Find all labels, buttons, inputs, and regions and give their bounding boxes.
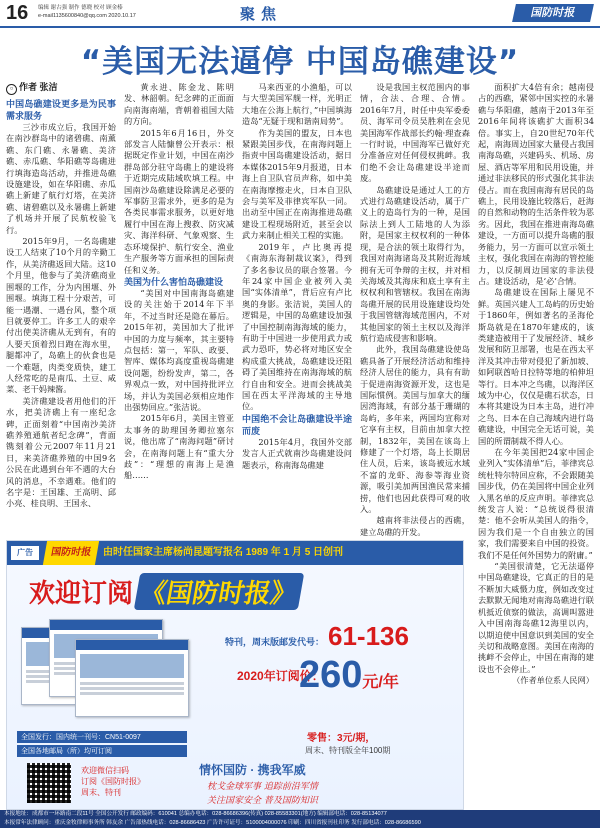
paragraph: 2019年，卢比奥再提《南海东海制裁议案》，得到了多名参议员的联合签署。今年24家中国企业被列入美国“实体清单”，背后应有卢比奥的身影。张洁说，美国人的逻辑是，中国的岛礁建设加强了中国控制南海海域的能力，有助于中国进一步使用武力或武力恐吓，势必将对地区安全构成重大挑战，岛礁建设还阻碍了美国维持在南海海域的航行自由和安全。进而会挑战美国在西太平洋海域的主导地位。	[242, 241, 352, 412]
ad-price: 2020年订阅价： 260元/年	[237, 654, 399, 696]
paragraph: 在今年美国把24家中国企业列入“实体清单”后，菲律宾总统杜特尔特回应称，不会跟随美国步伐，仍在美国将中国企业列入黑名单的反应声明。菲律宾总统发言人说：“总统说得很清楚：他不会听从美国人的指令，因为我们是一个自由独立的国家，我们需要来自中国的投资。我们不是任何外国势力的附庸。”	[478, 447, 594, 560]
paragraph: 设是我国主权范围内的事情，合法、合理、合情。2016年7月，时任中央军委委员、海军司令员吴胜利在会见美国海军作战部长约翰·理查森一行时说，中国海军已做好充分准备应对任何侵权挑衅。我们绝不会让岛礁建设半途而废。	[360, 82, 470, 184]
editor-meta	[38, 4, 136, 20]
subhead-3: 中国绝不会让岛礁建设半途而废	[242, 413, 352, 436]
page-header	[0, 0, 600, 28]
column-3	[242, 82, 352, 537]
paragraph: 面积扩大4倍有余；越南侵占的西礁，紧邻中国实控的永暑礁与华阳礁，越南于2013年至2016年间将该礁扩大面积34倍。事实上，自20世纪70年代起，南海周边国家大量侵占我国南海岛礁，兴建码头、机场、房屋、酒店等军用和民用设施，并通过非法移民的形式强化其非法侵占。而在我国南海有居民的岛礁上，民用设施比较落后，赶海的自然和动物的生活条件较为恶劣。因此，我国在推进南海岛礁建设，一方面可以提升岛礁的服务能力，另一方面可以宣示领土主权，强化我国在南海的管控能力，以反制周边国家的非法侵占。建设活动，是‘必’合情。	[478, 82, 594, 286]
ad-founding-line: 由时任国家主席杨尚昆题写报名 1989 年 1 月 5 日创刊	[103, 547, 344, 558]
email-date-line: e-mail1135600840@qq.com 2020.10.17	[38, 13, 136, 19]
paragraph: 2015年4月，我国外交部发言人正式就南沙岛礁建设问题表示，称南海岛礁建	[242, 436, 352, 470]
paragraph: 岛礁建设在国际上屡见不鲜。英国兴建人工岛屿的历史始于1860年，例如著名的圣海伦斯岛就是在1870年建成的，该类建造被用于了发展经济、城乡发展和防卫部署，也是在西太平洋及其冲击带对侵犯了新加坡、如阿联酋哈日拉特等地的柏伸坦等行。日本冲之鸟礁，以海洋区域为中心，仅仅是礁石状态，日本将其建设为日本主岛，进行冲之鸟、日本在自己海域内进行岛礁建设，中国完全无话可说，美国的所谓制裁不得人心。	[478, 287, 594, 446]
paragraph: 2015年6月16日，外交部发言人陆慷曾公开表示：根据既定作业计划，中国在南沙群岛部分驻守岛礁上的建设将于近期完成陆域吹填工程。中国南沙岛礁建设除满足必要的军事防卫需求外，更多的是为各类民事需求服务，以更好地履行中国在海上搜救、防灾减灾、海洋科研、气象观察、生态环境保护、航行安全、渔业生产服务等方面承担的国际责任和义务。	[124, 127, 234, 275]
newspaper-logo: 国防时报	[512, 4, 594, 22]
author-note: （作者单位系人民网）	[512, 675, 594, 686]
section-title: 聚焦	[240, 6, 283, 23]
ad-qr-text: 欢迎微信扫码 订阅《国防时报》 周末、特刊	[81, 766, 145, 797]
paragraph: “美国很清楚，它无法逼停中国岛礁建设，它真正的目的是不断加大威慑力度，例如改变过去默默无闻地对南海岛礁进行联机抵近侦察的做法，高调叫嚣进入中国南海岛礁12海里以内，以期迫使中国意识到美国的安全关切和战略意图。美国在南海的挑衅不会停止，中国在南海的建设也不会停止。”	[478, 561, 594, 674]
ad-office-line: 全国各地邮局（所）均可订阅	[17, 745, 187, 757]
subscription-ad	[6, 540, 464, 810]
ad-logo: 国防时报	[43, 541, 99, 565]
ad-slogan: 情怀国防 · 携我军威	[199, 763, 306, 777]
paragraph: 三沙市成立后，我国开始在南沙群岛中的诸碧礁、南薰礁、东门礁、永暑礁、美济礁、赤瓜礁、华阳礁等岛礁进行填海造岛活动，并推进岛礁设施建设，如在华阳礁、赤瓜礁上新建了航行灯塔，在美济礁、诸碧礁以及永暑礁上新建了机场并开展了民航校验飞行。	[6, 122, 116, 235]
paragraph: 此外，我国岛礁建设使岛礁具备了开展经济活动和维持经济人居住的能力，具有有助于促进南海资源开发，这也是国际惯例。美国与加拿大的缅因湾海域，有部分基于珊瑚的岛屿，多年来，两国均宣称对它享有主权，目前由加拿大控制，1832年，美国在该岛上修建了一个灯塔，岛上长期居住人员，后来，该岛被远水域不富的龙虾、海参等海业资源，吸引美加两国渔民常来捕捞，他们也因此获得可观的收入。	[360, 344, 470, 515]
ad-banner	[7, 541, 463, 565]
paragraph: 越南将非法侵占的西礁，建立岛礁的开发。	[360, 515, 470, 537]
subhead-2: 美国为什么害怕岛礁建设	[124, 276, 224, 287]
column-5	[478, 82, 594, 782]
ad-mark: 广告	[11, 546, 39, 560]
ad-retail-price: 零售：3元/期，	[307, 733, 376, 744]
paragraph: 作为美国的盟友，日本也紧跟美国步伐，在南海问题上指责中国岛礁建设活动，据日本媒体2015年9月报道，日本海上自卫队官员声称，如中美在南海摩擦走火，日本自卫队会与美军及菲律宾军队一同。出动至中国正在南海推进岛礁建设工程现场附近，甚至会以武力来制止相关工程的实施。	[242, 127, 352, 241]
header-rule	[0, 26, 600, 28]
paragraph: “美国对中国南海岛礁建设的关注始于2014年下半年，不过当时还是隐在幕后。2015年初，美国加大了批评中国的力度与频率，其主要特点包括：第一，军队、政要、智库、媒体均高度重视岛礁建设问题，纷纷发声，第二，各界观点一致，对中国持批评立场，并认为美国必须相应地作出强势回应。”张洁说。	[124, 287, 234, 412]
paragraph: 2015年9月，一名岛礁建设工人结束了10个月的辛勤工作，从美济礁返回大陆。这10个月里，他参与了美济礁商业围堰的工作，分为内围堰、外围堰。填海工程十分艰苦，可能一遇潮、一遇台风，整个项目就要停工。许多工人的艰辛付出使美济礁从无到有，有的人要天顶着烈日跑在海水里，腿都冲了，岛礁上的伙食也是一个难题，肉类变质快，建工人经常吃的是南瓜、土豆、咸菜、老干妈辣酱。	[6, 236, 116, 395]
ad-offices	[17, 731, 187, 759]
newspaper-stack-image	[21, 617, 191, 727]
paragraph: 马来西亚的小渔船，可以与大型美国军舰一样，光明正大地在公海上航行，”中国填海造岛“无疑于现和谐南局势”。	[242, 82, 352, 127]
subhead-1: 中国岛礁建设更多是为民事需求服务	[6, 99, 116, 121]
article-headline: “美国无法逼停 中国岛礁建设”	[80, 44, 520, 80]
paragraph: 2015年6月，美国主管亚太事务的助理国务卿拉塞尔说，他出席了“南海问题”研讨会，在南海问题上有“重大分歧”：“理想的南海上是渔船……	[124, 413, 234, 481]
column-2	[124, 82, 234, 537]
page-footer	[0, 810, 600, 828]
paragraph: 黄永进、陈金龙、陈明发、林韶朝。纪念碑的正面面向南海南端，背朝着祖国大陆的方向。	[124, 82, 234, 127]
footer-row-2: 本报常年法律顾问：重庆金牧律师事务所 韩友余 广告部热线电话：028-86686423 广告许可证号：5100004000076 印刷：四川省报刊社印务 发行部电话：028-86686590	[4, 820, 421, 826]
editor-line: 编辑 谢古强 制作 德晓 校对 顾金榛	[38, 5, 123, 11]
byline: ○ 作者 张洁	[6, 82, 116, 95]
ad-slogan: 枕戈金球军事 追踪前沿军情	[207, 782, 318, 792]
page-number: 16	[6, 2, 29, 24]
paragraph: 岛礁建设是通过人工的方式进行岛礁建设活动，属于广义上的造岛行为的一种，是国际法上到人工陆地的人为添附，是国家主权权利的一种体现，是合法的领土取得行为，我国对南海诸岛及其附近海域拥有无可争辩的主权，并对相关海域及其海床和底土享有主权权利和管辖权。我国在南海岛礁开展的民用设施建设均处于我国管辖海域范围内，不对其他国家的领土主权以及海洋航行造成侵害和影响。	[360, 184, 470, 343]
ad-title: 欢迎订阅 《国防时报》	[29, 573, 301, 610]
ad-office-line: 全国发行：国内统一刊号：CN51-0097	[17, 731, 187, 743]
newspaper-icon	[75, 639, 189, 717]
qr-code-icon[interactable]	[27, 763, 71, 803]
column-1	[6, 82, 116, 537]
ad-slogan: 关注国家安全 普及国防知识	[207, 796, 318, 806]
footer-row-1: 本报地址：成都市一环路南二段11号 全国公开发行 邮政编码：610041 总编办电话：028-86686396(传真) 028-85583301(地方) 编辑部电话：028-85134077	[4, 811, 387, 817]
author-icon: ○	[6, 84, 17, 95]
column-4	[360, 82, 470, 537]
ad-postal-code: 特刊，周末版邮发代号： 61-136	[225, 621, 409, 651]
ad-issue-count: 周末、特刊版全年100期	[305, 746, 391, 755]
paragraph: 美济礁建设者用他们的汗水，把美济礁上有一座纪念碑，正面刻着“中国南沙美济礁养殖通航者纪念碑”，背面镌刻着公元2007年11月21日，来美济礁养殖的中国9名公民在此遇到台年不遇的大台风的消息，不幸遇难。他们的名字是：王国雄、王高明、邱小亮、桂良明、王国永、	[6, 395, 116, 509]
